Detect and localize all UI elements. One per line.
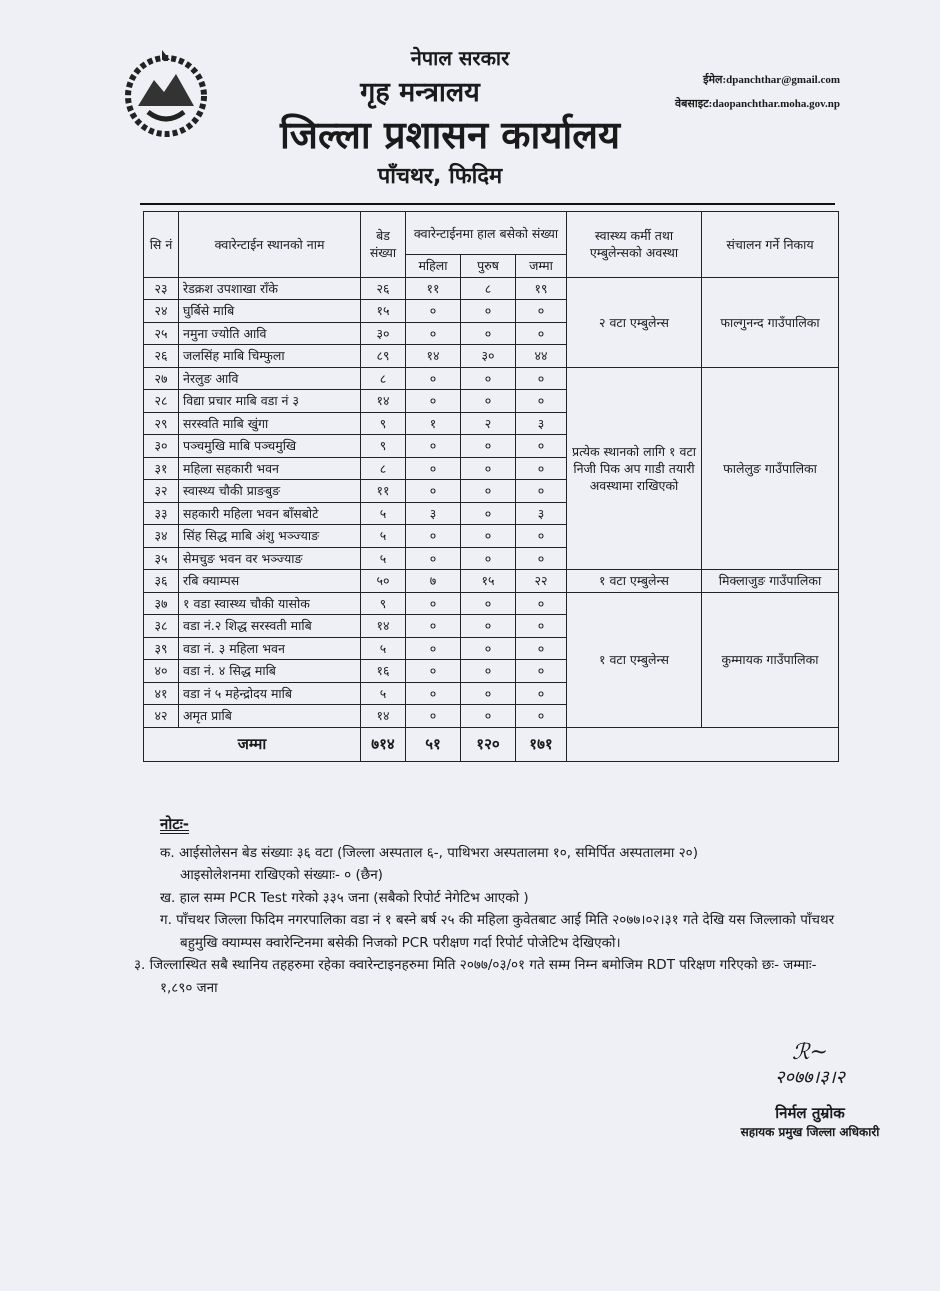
note-ga: ग. पाँचथर जिल्ला फिदिम नगरपालिका वडा नं १ बस्ने बर्ष २५ की महिला कुवेतबाट आई मिति २०७७।०२।३१ गते देखि यस जिल्लाको पाँचथर बहुमुखि क्याम्पस क्वारेन्टिनमा बसेकी निजको PCR परीक्षण गर्दा रिपोर्ट पोजेटिभ देखिएको। — [160, 912, 835, 951]
ministry-name: गृह मन्त्रालय — [360, 77, 480, 108]
cell-beds: ९ — [361, 592, 406, 615]
cell-beds: ५ — [361, 502, 406, 525]
cell-female: ० — [406, 390, 461, 413]
cell-beds: ५ — [361, 525, 406, 548]
cell-sn: ४१ — [144, 682, 179, 705]
cell-sn: २५ — [144, 322, 179, 345]
cell-sn: ३७ — [144, 592, 179, 615]
cell-male: ० — [461, 592, 516, 615]
cell-male: ० — [461, 457, 516, 480]
note-ka-2: आइसोलेशनमा राखिएको संख्याः- ० (छैन) — [180, 867, 383, 883]
cell-female: ११ — [406, 277, 461, 300]
cell-total: ० — [516, 682, 567, 705]
cell-sn: ३५ — [144, 547, 179, 570]
col-male: पुरुष — [461, 255, 516, 278]
notes-title: नोटः- — [160, 815, 190, 833]
cell-name: महिला सहकारी भवन — [179, 457, 361, 480]
cell-agency: कुम्मायक गाउँपालिका — [702, 592, 839, 727]
cell-name: सरस्वति माबि खुंगा — [179, 412, 361, 435]
cell-female: ० — [406, 457, 461, 480]
cell-beds: ९ — [361, 412, 406, 435]
cell-sn: २३ — [144, 277, 179, 300]
cell-beds: ९ — [361, 435, 406, 458]
cell-beds: १५ — [361, 300, 406, 323]
cell-total: ० — [516, 435, 567, 458]
cell-female: ० — [406, 682, 461, 705]
note-kha: ख. हाल सम्म PCR Test गरेको ३३५ जना (सबैको रिपोर्ट नेगेटिभ आएको ) — [160, 889, 529, 906]
notes-section — [134, 813, 840, 999]
cell-name: जलसिंह माबि चिम्फुला — [179, 345, 361, 368]
cell-female: ० — [406, 480, 461, 503]
cell-male: ० — [461, 660, 516, 683]
cell-total: ० — [516, 300, 567, 323]
cell-health: २ वटा एम्बुलेन्स — [567, 277, 702, 367]
cell-sn: २४ — [144, 300, 179, 323]
cell-health: प्रत्येक स्थानको लागि १ वटा निजी पिक अप गाडी तयारी अवस्थामा राखिएको — [567, 367, 702, 570]
cell-total: ० — [516, 637, 567, 660]
cell-female: ७ — [406, 570, 461, 593]
cell-beds: ५ — [361, 637, 406, 660]
col-name: क्वारेन्टाईन स्थानको नाम — [179, 212, 361, 278]
cell-sn: २९ — [144, 412, 179, 435]
cell-total: ० — [516, 615, 567, 638]
cell-female: ० — [406, 637, 461, 660]
cell-female: ० — [406, 547, 461, 570]
cell-sn: ४० — [144, 660, 179, 683]
cell-name: रेडक्रश उपशाखा राँके — [179, 277, 361, 300]
cell-total: ३ — [516, 412, 567, 435]
cell-total: ० — [516, 457, 567, 480]
cell-female: ० — [406, 435, 461, 458]
cell-beds: १४ — [361, 615, 406, 638]
cell-total: ० — [516, 705, 567, 728]
cell-name: वडा नं. ४ सिद्ध माबि — [179, 660, 361, 683]
cell-name: पञ्चमुखि माबि पञ्चमुखि — [179, 435, 361, 458]
col-female: महिला — [406, 255, 461, 278]
note-ka: क. आईसोलेसन बेड संख्याः ३६ वटा (जिल्ला अस्पताल ६-, पाथिभरा अस्पतालमा १०, समिर्पित अस्पतालमा २०) — [160, 844, 698, 861]
cell-beds: ८९ — [361, 345, 406, 368]
signatory-name: निर्मल तुम्रोक — [775, 1104, 845, 1122]
cell-sn: ३१ — [144, 457, 179, 480]
cell-male: ० — [461, 390, 516, 413]
cell-beds: ५० — [361, 570, 406, 593]
cell-female: ३ — [406, 502, 461, 525]
cell-name: नेरलुङ आवि — [179, 367, 361, 390]
cell-sn: ३० — [144, 435, 179, 458]
cell-name: स्वास्थ्य चौकी प्राङबुङ — [179, 480, 361, 503]
signatory-title: सहायक प्रमुख जिल्ला अधिकारी — [740, 1125, 880, 1139]
cell-sn: ३३ — [144, 502, 179, 525]
cell-male: ० — [461, 480, 516, 503]
cell-name: सिंह सिद्ध माबि अंशु भञ्ज्याङ — [179, 525, 361, 548]
table-row — [144, 570, 839, 593]
cell-female: ० — [406, 592, 461, 615]
website: वेबसाइट:daopanchthar.moha.gov.np — [675, 98, 840, 110]
cell-male: २ — [461, 412, 516, 435]
cell-total: २२ — [516, 570, 567, 593]
cell-name: सहकारी महिला भवन बाँसबोटे — [179, 502, 361, 525]
cell-name: वडा नं ५ महेन्द्रोदय माबि — [179, 682, 361, 705]
cell-beds: १६ — [361, 660, 406, 683]
table-row — [144, 367, 839, 390]
cell-sn: २७ — [144, 367, 179, 390]
cell-agency: फालेलुङ गाउँपालिका — [702, 367, 839, 570]
cell-beds: २६ — [361, 277, 406, 300]
cell-sn: ३६ — [144, 570, 179, 593]
cell-beds: ३० — [361, 322, 406, 345]
cell-male: ० — [461, 502, 516, 525]
total-row: जम्मा ७१४ ५१ १२० १७१ — [144, 727, 839, 761]
cell-male: ८ — [461, 277, 516, 300]
cell-name: सेमचुङ भवन वर भञ्ज्याङ — [179, 547, 361, 570]
cell-sn: ३२ — [144, 480, 179, 503]
cell-male: ० — [461, 705, 516, 728]
cell-male: ० — [461, 525, 516, 548]
cell-beds: ८ — [361, 367, 406, 390]
handwritten-signature: ℛ~ — [792, 1040, 828, 1065]
cell-name: विद्या प्रचार माबि वडा नं ३ — [179, 390, 361, 413]
cell-female: ० — [406, 367, 461, 390]
office-name: जिल्ला प्रशासन कार्यालय — [279, 113, 621, 157]
cell-name: वडा नं. ३ महिला भवन — [179, 637, 361, 660]
cell-sn: ४२ — [144, 705, 179, 728]
signature-date: २०७७।३।२ — [775, 1067, 845, 1088]
cell-name: १ वडा स्वास्थ्य चौकी यासोक — [179, 592, 361, 615]
cell-male: ० — [461, 322, 516, 345]
cell-male: ० — [461, 367, 516, 390]
cell-female: ० — [406, 660, 461, 683]
cell-sn: २८ — [144, 390, 179, 413]
col-health: स्वास्थ्य कर्मी तथा एम्बुलेन्सको अवस्था — [567, 212, 702, 278]
cell-male: ० — [461, 300, 516, 323]
cell-female: १४ — [406, 345, 461, 368]
cell-total: ० — [516, 547, 567, 570]
government-name: नेपाल सरकार — [410, 46, 510, 70]
cell-total: ० — [516, 660, 567, 683]
cell-total: ० — [516, 322, 567, 345]
note-three: ३. जिल्लास्थित सबै स्थानिय तहहरुमा रहेका क्वारेन्टाइनहरुमा मिति २०७७/०३/०१ गते सम्म निम्न बमोजिम RDT परिक्षण गरिएको छः- जम्माः- १,८९० जना — [134, 957, 817, 996]
cell-female: १ — [406, 412, 461, 435]
cell-sn: ३९ — [144, 637, 179, 660]
cell-total: ० — [516, 480, 567, 503]
cell-name: घुर्बिसे माबि — [179, 300, 361, 323]
cell-beds: ५ — [361, 682, 406, 705]
cell-beds: ५ — [361, 547, 406, 570]
table-row — [144, 592, 839, 615]
cell-beds: १४ — [361, 705, 406, 728]
cell-sn: ३४ — [144, 525, 179, 548]
cell-health: १ वटा एम्बुलेन्स — [567, 592, 702, 727]
cell-beds: ११ — [361, 480, 406, 503]
cell-beds: १४ — [361, 390, 406, 413]
cell-total: १९ — [516, 277, 567, 300]
header-divider — [140, 203, 835, 205]
col-current: क्वारेन्टाईनमा हाल बसेको संख्या — [406, 212, 567, 255]
cell-total: ० — [516, 525, 567, 548]
cell-male: ० — [461, 637, 516, 660]
cell-sn: ३८ — [144, 615, 179, 638]
col-total: जम्मा — [516, 255, 567, 278]
cell-total: ४४ — [516, 345, 567, 368]
col-sn: सि नं — [144, 212, 179, 278]
cell-total: ० — [516, 367, 567, 390]
cell-agency: फाल्गुनन्द गाउँपालिका — [702, 277, 839, 367]
cell-beds: ८ — [361, 457, 406, 480]
cell-name: वडा नं.२ शिद्ध सरस्वती माबि — [179, 615, 361, 638]
cell-male: ० — [461, 615, 516, 638]
quarantine-table — [143, 211, 839, 762]
cell-male: १५ — [461, 570, 516, 593]
cell-male: ० — [461, 435, 516, 458]
cell-female: ० — [406, 322, 461, 345]
col-agency: संचालन गर्ने निकाय — [702, 212, 839, 278]
email: ईमेल:dpanchthar@gmail.com — [703, 74, 840, 86]
table-row — [144, 277, 839, 300]
cell-total: ० — [516, 390, 567, 413]
cell-total: ० — [516, 592, 567, 615]
cell-sn: २६ — [144, 345, 179, 368]
cell-male: ३० — [461, 345, 516, 368]
cell-male: ० — [461, 682, 516, 705]
cell-female: ० — [406, 525, 461, 548]
col-beds: बेड संख्या — [361, 212, 406, 278]
cell-total: ३ — [516, 502, 567, 525]
cell-health: १ वटा एम्बुलेन्स — [567, 570, 702, 593]
cell-male: ० — [461, 547, 516, 570]
cell-female: ० — [406, 705, 461, 728]
signature-block — [720, 1040, 900, 1140]
cell-agency: मिक्लाजुङ गाउँपालिका — [702, 570, 839, 593]
cell-female: ० — [406, 615, 461, 638]
office-location: पाँचथर, फिदिम — [377, 164, 503, 189]
cell-name: अमृत प्राबि — [179, 705, 361, 728]
cell-female: ० — [406, 300, 461, 323]
cell-name: नमुना ज्योति आवि — [179, 322, 361, 345]
cell-name: रबि क्याम्पस — [179, 570, 361, 593]
